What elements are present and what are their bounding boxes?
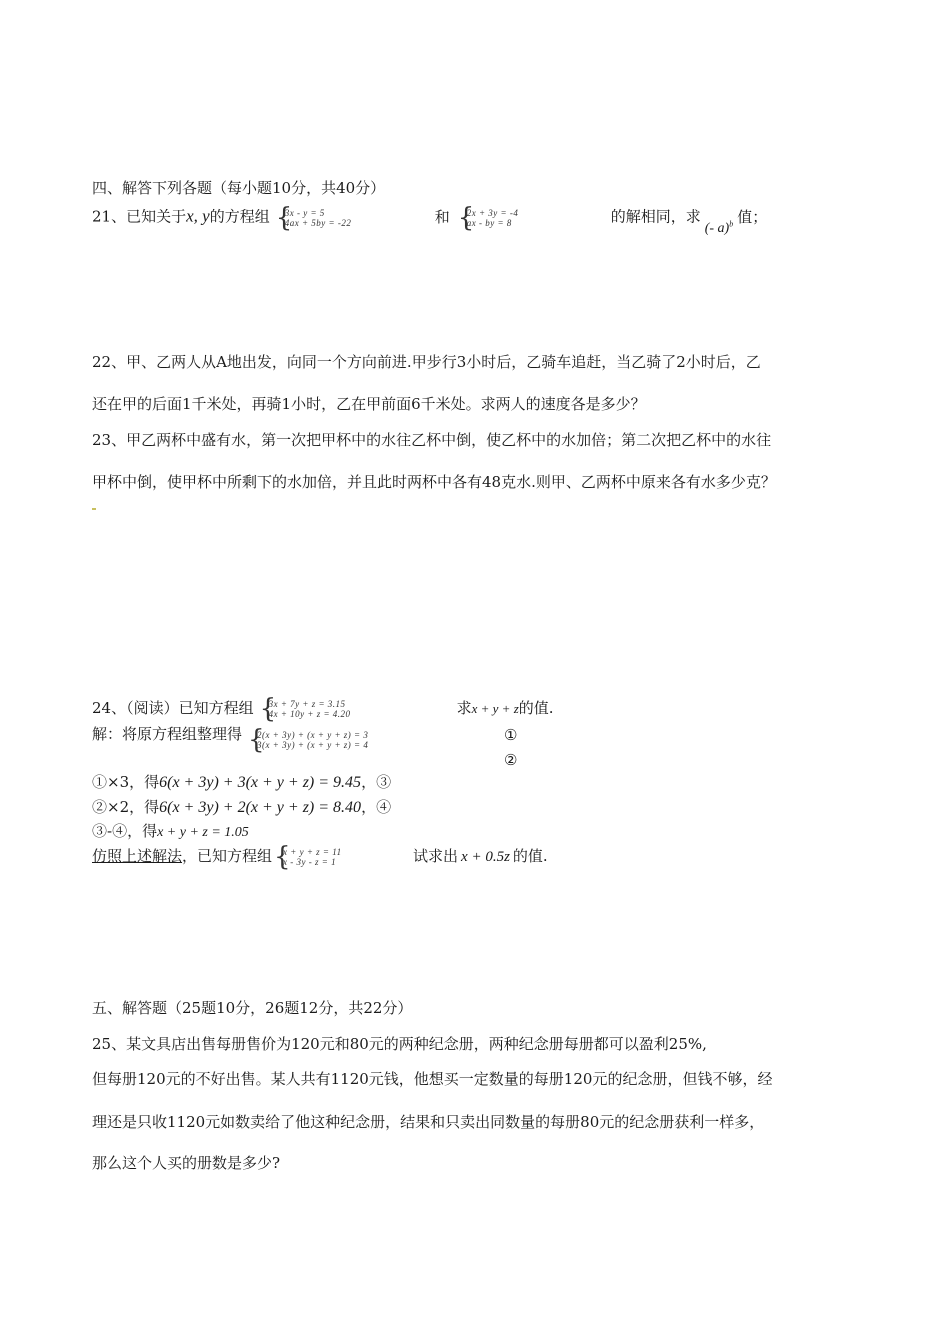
q24-step-1-label: ①×3，得 [92, 773, 160, 791]
question-25-line-1: 25、某文具店出售每册售价为120元和80元的两种纪念册，两种纪念册每册都可以盈利25%, [92, 1035, 707, 1053]
q21-prefix: 21、已知关于 [92, 207, 187, 226]
q24-step-1 [92, 772, 391, 793]
q24-sol-sys-row-1: 2(x + 3y) + (x + y + z) = 3 [257, 730, 369, 740]
q24-step-1-equation: 6(x + 3y) + 3(x + y + z) = 9.45 [159, 774, 362, 791]
q21-mid3: 的解相同，求 [610, 207, 701, 226]
q24-task-suffix: 的值. [512, 847, 548, 865]
q24-task-mid: ，已知方程组 [182, 847, 273, 865]
q24-step-3-equation: x + y + z = 1.05 [157, 825, 249, 840]
q24-sol-prefix: 解：将原方程组整理得 [92, 725, 243, 743]
q24-task-expression: x + 0.5z [461, 849, 510, 865]
q24-task-sys-row-1: x + y + z = 11 [283, 847, 342, 857]
q21-sys2-row-2: ax - by = 8 [466, 217, 512, 228]
q24-task-sys-row-2: x - 3y - z = 1 [283, 857, 337, 867]
q21-system-1: { 3x - y = 5 4ax + 5by = -22 [276, 208, 425, 228]
q24-tag-2: ② [504, 751, 518, 769]
question-22-line-2: 还在甲的后面1千米处，再骑1小时，乙在甲前面6千米处。求两人的速度各是多少？ [92, 395, 646, 413]
q24-task-mid2: 试求出 [413, 847, 459, 865]
question-23-line-2: 甲杯中倒，使甲杯中所剩下的水加倍，并且此时两杯中各有48克水.则甲、乙两杯中原来各有水多少克？ [92, 473, 776, 491]
q24-suffix: 的值. [518, 699, 554, 717]
q24-task-system: { x + y + z = 11 x - 3y - z = 1 [274, 847, 411, 867]
q24-sol-sys-row-2: 3(x + 3y) + (x + y + z) = 4 [257, 740, 369, 750]
q21-system-2: { 2x + 3y = -4 ax - by = 8 [458, 208, 605, 228]
section-4-heading: 四、解答下列各题（每小题10分，共40分） [92, 179, 386, 197]
q24-system: { 3x + 7y + z = 3.15 4x + 10y + z = 4.20 [260, 699, 439, 719]
q24-step-2-equation: 6(x + 3y) + 2(x + y + z) = 8.40 [159, 799, 362, 816]
q21-mid2: 和 [434, 207, 450, 226]
q24-step-1-tag: ，③ [361, 773, 392, 791]
question-25-line-3: 理还是只收1120元如数卖给了他这种纪念册，结果和只卖出同数量的每册80元的纪念册获利一样多， [92, 1113, 765, 1131]
question-23-line-1: 23、甲乙两杯中盛有水，第一次把甲杯中的水往乙杯中倒，使乙杯中的水加倍；第二次把乙杯中的水往 [92, 431, 772, 449]
q24-step-3 [92, 821, 249, 843]
q21-mid1: 的方程组 [209, 207, 270, 226]
stray-mark [92, 508, 96, 510]
question-21 [92, 202, 768, 236]
question-25-line-4: 那么这个人买的册数是多少? [92, 1154, 281, 1172]
q24-expression: x + y + z [471, 701, 519, 716]
q24-sys-row-1: 3x + 7y + z = 3.15 [268, 699, 346, 709]
q21-sys2-row-1: 2x + 3y = -4 [466, 207, 519, 218]
q24-solution-intro [92, 724, 493, 755]
q21-sys1-row-2: 4ax + 5by = -22 [284, 217, 352, 228]
question-25-line-2: 但每册120元的不好出售。某人共有1120元钱，他想买一定数量的每册120元的纪念册，但钱不够，经 [92, 1070, 773, 1088]
q24-task [92, 842, 548, 872]
q24-solution-system: { 2(x + 3y) + (x + y + z) = 3 3(x + 3y) + (x + y + z) = 4 [248, 730, 487, 750]
q21-sys1-row-1: 3x - y = 5 [284, 207, 325, 218]
q24-step-3-label: ③-④，得 [92, 822, 158, 840]
q24-step-2-tag: ，④ [361, 798, 392, 816]
q24-prefix: 24、（阅读）已知方程组 [92, 699, 254, 717]
q24-task-underlined: 仿照上述解法 [92, 847, 183, 865]
q24-sys-row-2: 4x + 10y + z = 4.20 [268, 709, 351, 719]
q21-expression: (- a)$^b$ [704, 219, 734, 236]
q24-tag-1: ① [504, 726, 518, 744]
q24-step-2-label: ②×2，得 [92, 798, 160, 816]
q24-mid: 求 [456, 699, 472, 717]
section-5-heading: 五、解答题（25题10分，26题12分，共22分） [92, 999, 413, 1017]
q21-suffix: 值； [737, 207, 768, 226]
q21-vars: x, y [186, 206, 210, 226]
question-24 [92, 694, 554, 724]
q24-step-2 [92, 797, 391, 818]
question-22-line-1: 22、甲、乙两人从A地出发，向同一个方向前进.甲步行3小时后，乙骑车追赶，当乙骑了2小时后，乙 [92, 353, 761, 371]
